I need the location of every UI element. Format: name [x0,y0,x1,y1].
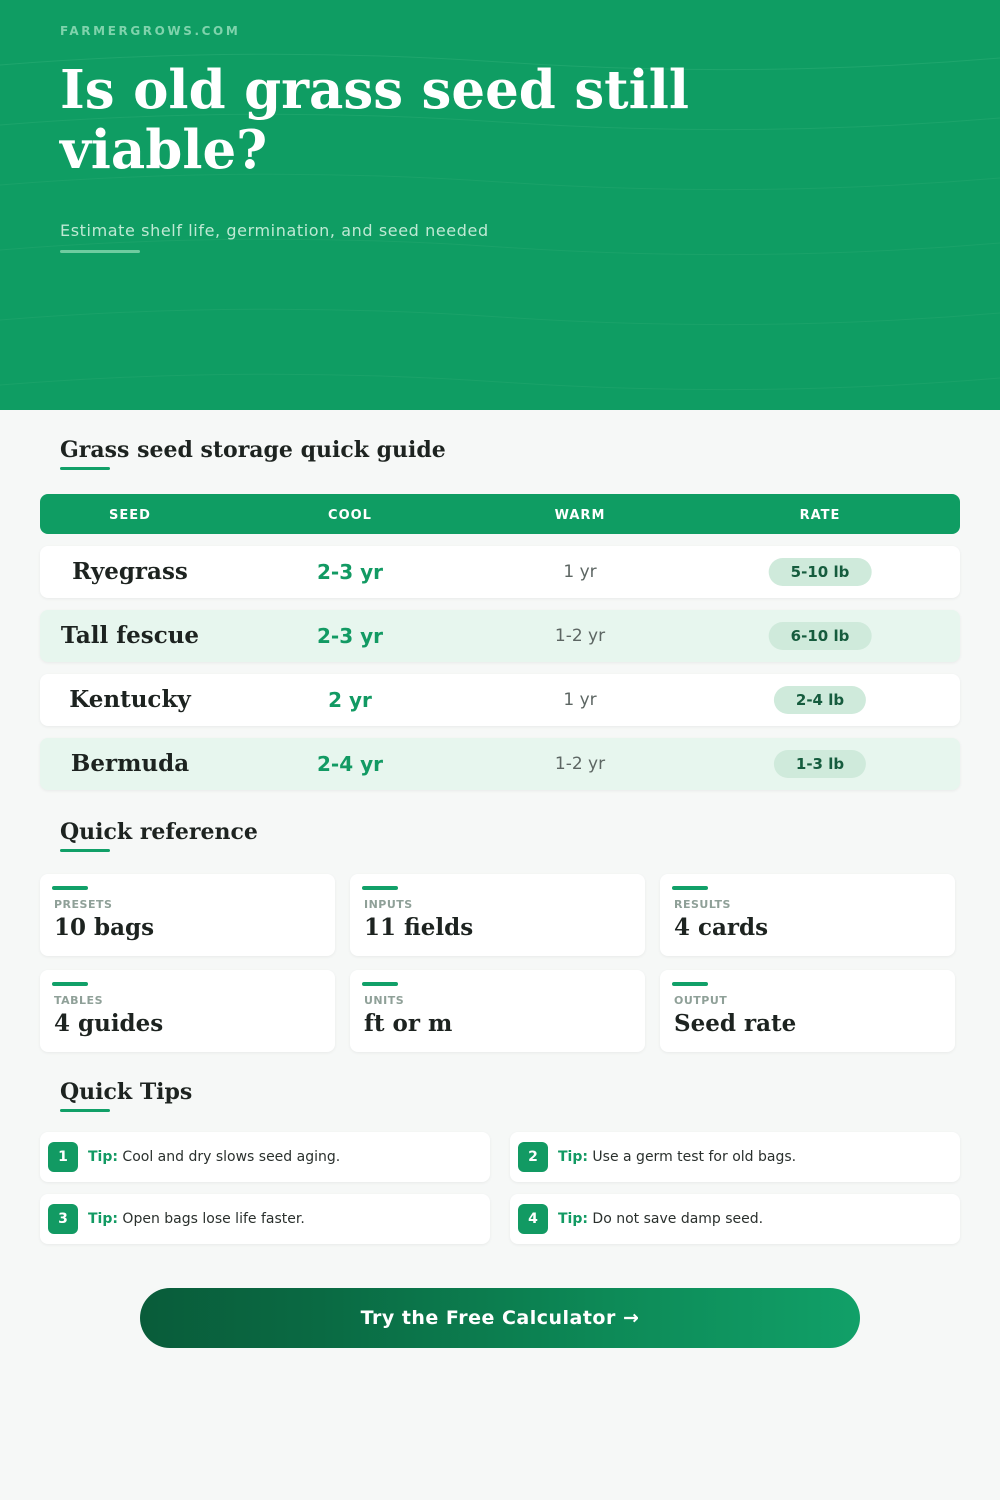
tip-body: Use a germ test for old bags. [592,1149,797,1165]
tips-heading: Quick Tips [60,1079,193,1105]
table-row [40,674,960,726]
rate-badge: 6-10 lb [769,622,872,650]
free-calculator-button[interactable]: Try the Free Calculator → [140,1288,860,1348]
column-header-cool: COOL [328,508,372,523]
reference-card-presets [40,874,335,956]
card-accent-bar [672,886,708,890]
reference-heading-underline [60,849,110,852]
card-label: INPUTS [364,898,413,911]
table-row [40,610,960,662]
rate-badge: 2-4 lb [774,686,866,714]
guide-heading: Grass seed storage quick guide [60,437,446,463]
tip-card [40,1194,490,1244]
card-accent-bar [362,886,398,890]
tip-number-badge: 1 [48,1142,78,1172]
reference-heading: Quick reference [60,819,258,845]
card-label: OUTPUT [674,994,728,1007]
rate-badge: 5-10 lb [769,558,872,586]
tip-lead: Tip: [558,1211,588,1227]
card-value: ft or m [364,1010,453,1037]
tip-lead: Tip: [88,1149,118,1165]
tip-number-badge: 4 [518,1204,548,1234]
card-value: 4 guides [54,1010,164,1037]
tip-number-badge: 3 [48,1204,78,1234]
cool-storage-life: 2-3 yr [317,624,383,648]
card-accent-bar [52,886,88,890]
guide-table-header [40,494,960,534]
card-label: TABLES [54,994,103,1007]
column-header-warm: WARM [554,508,606,523]
hero-banner [0,0,1000,410]
card-value: Seed rate [674,1010,797,1037]
tips-heading-underline [60,1109,110,1112]
tip-card [40,1132,490,1182]
tip-body: Cool and dry slows seed aging. [122,1149,341,1165]
page-title: Is old grass seed still viable? [60,59,690,181]
tip-body: Open bags lose life faster. [122,1211,305,1227]
cool-storage-life: 2-4 yr [317,752,383,776]
reference-card-inputs [350,874,645,956]
column-header-rate: RATE [799,508,841,523]
reference-card-tables [40,970,335,1052]
cool-storage-life: 2-3 yr [317,560,383,584]
seed-name: Bermuda [70,750,190,777]
table-row [40,738,960,790]
reference-card-units [350,970,645,1052]
seed-name: Tall fescue [60,622,200,649]
warm-storage-life: 1 yr [563,690,597,710]
guide-heading-underline [60,467,110,470]
tip-card [510,1132,960,1182]
card-label: UNITS [364,994,405,1007]
tip-lead: Tip: [88,1211,118,1227]
card-accent-bar [362,982,398,986]
tip-text [88,1132,340,1182]
tip-body: Do not save damp seed. [592,1211,764,1227]
page-subtitle: Estimate shelf life, germination, and seed needed [60,221,489,240]
column-header-seed: SEED [109,508,151,523]
card-accent-bar [52,982,88,986]
card-value: 10 bags [54,914,155,941]
reference-card-output [660,970,955,1052]
warm-storage-life: 1-2 yr [554,626,606,646]
card-accent-bar [672,982,708,986]
tip-text [558,1194,763,1244]
card-value: 11 fields [364,914,474,941]
card-label: RESULTS [674,898,731,911]
seed-name: Kentucky [69,686,191,713]
seed-name: Ryegrass [72,558,188,585]
tip-lead: Tip: [558,1149,588,1165]
warm-storage-life: 1 yr [563,562,597,582]
tip-card [510,1194,960,1244]
tip-number-badge: 2 [518,1142,548,1172]
card-label: PRESETS [54,898,113,911]
tip-text [558,1132,796,1182]
reference-card-results [660,874,955,956]
subtitle-underline [60,250,140,253]
site-name: FARMERGROWS.COM [60,24,241,38]
tip-text [88,1194,305,1244]
table-row [40,546,960,598]
card-value: 4 cards [674,914,769,941]
warm-storage-life: 1-2 yr [554,754,606,774]
cool-storage-life: 2 yr [328,688,372,712]
rate-badge: 1-3 lb [774,750,866,778]
